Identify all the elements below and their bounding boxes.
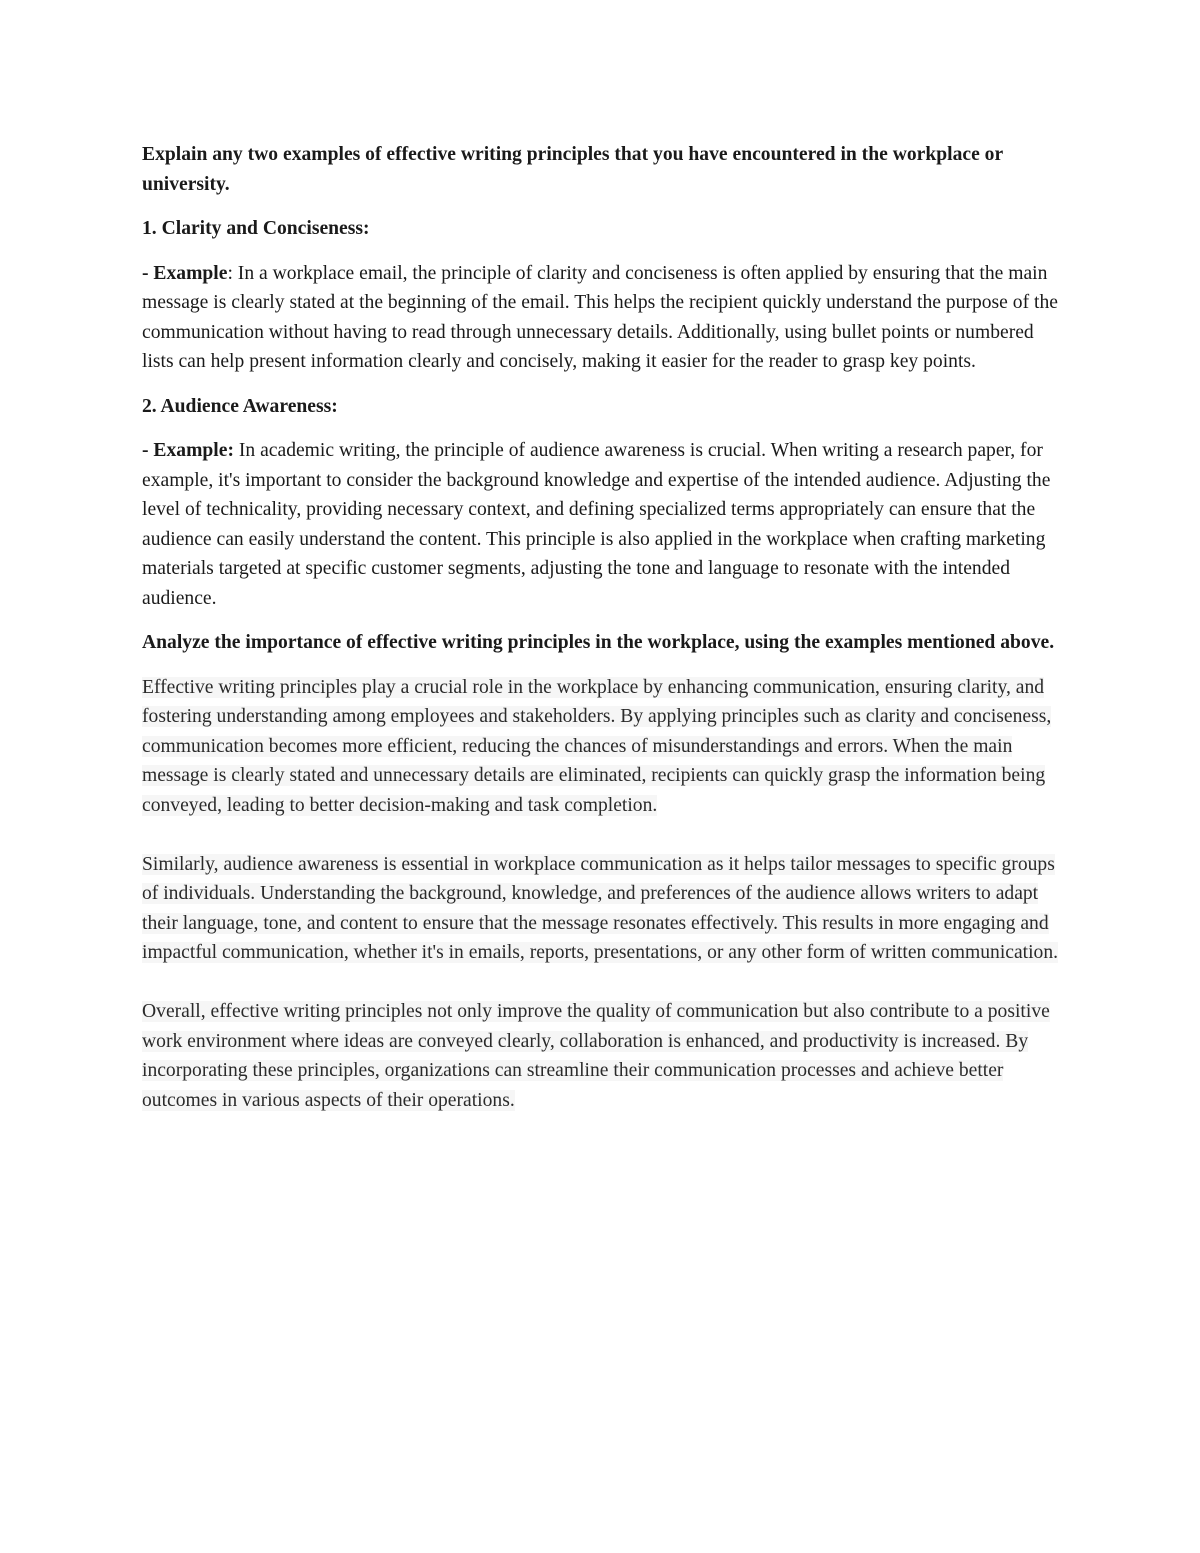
paragraph-spacer bbox=[142, 820, 1067, 850]
section-2-heading: 2. Audience Awareness: bbox=[142, 395, 338, 417]
section-2-example-label: - Example: bbox=[142, 440, 234, 461]
answer-block bbox=[142, 673, 1067, 1116]
document-body bbox=[142, 140, 1067, 1115]
section-1-example-sep: : bbox=[227, 262, 233, 284]
answer-paragraph-2: Similarly, audience awareness is essential in workplace communication as it helps tailor messages to specific groups of individuals. Understanding the background, knowledge, and preferences of the audience allows writers to adapt their language, tone, and content to ensure that the message resonates effectively. This results in more engaging and impactful communication, whether it's in emails, reports, presentations, or any other form of written communication. bbox=[142, 853, 1059, 963]
answer-paragraph-1: Effective writing principles play a crucial role in the workplace by enhancing communication, ensuring clarity, and fostering understanding among employees and stakeholders. By applying principles such as clarity and conciseness, communication becomes more efficient, reducing the chances of misunderstandings and errors. When the main message is clearly stated and unnecessary details are eliminated, recipients can quickly grasp the information being conveyed, leading to better decision-making and task completion. bbox=[142, 676, 1052, 816]
question-2: Analyze the importance of effective writing principles in the workplace, using the examples mentioned above. bbox=[142, 632, 1055, 653]
section-2-example bbox=[142, 436, 1067, 613]
section-1-example-text: In a workplace email, the principle of clarity and conciseness is often applied by ensuring that the main message is clearly stated at the beginning of the email. This helps the recipient quickly understand the purpose of the communication without having to read through unnecessary details. Additionally, using bullet points or numbered lists can help present information clearly and concisely, making it easier for the reader to grasp key points. bbox=[142, 262, 1058, 372]
paragraph-spacer bbox=[142, 968, 1067, 998]
section-1-heading: 1. Clarity and Conciseness: bbox=[142, 218, 370, 239]
question-1: Explain any two examples of effective writing principles that you have encountered in the workplace or university. bbox=[142, 144, 1003, 195]
answer-paragraph-3: Overall, effective writing principles not only improve the quality of communication but also contribute to a positive work environment where ideas are conveyed clearly, collaboration is enhanced, and productivity is increased. By incorporating these principles, organizations can streamline their communication processes and achieve better outcomes in various aspects of their operations. bbox=[142, 1001, 1050, 1111]
section-1-example-label: - Example bbox=[142, 262, 228, 284]
section-2-example-text: In academic writing, the principle of audience awareness is crucial. When writing a research paper, for example, it's important to consider the background knowledge and expertise of the intended audience. Adjusting the level of technicality, providing necessary context, and defining specialized terms appropriately can ensure that the audience can easily understand the content. This principle is also applied in the workplace when crafting marketing materials targeted at specific customer segments, adjusting the tone and language to resonate with the intended audience. bbox=[142, 440, 1051, 609]
section-1-example bbox=[142, 259, 1067, 377]
